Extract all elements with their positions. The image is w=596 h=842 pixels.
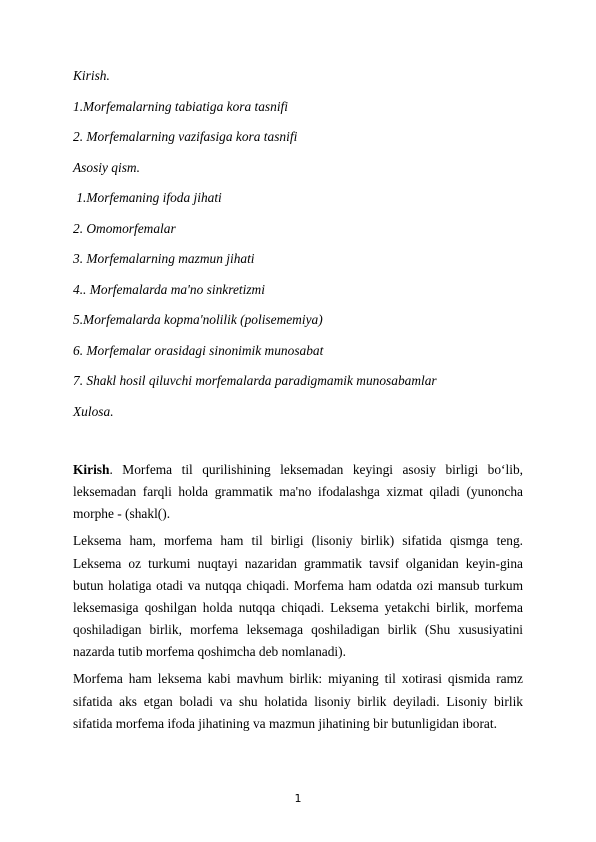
toc-item-intro: Kirish.	[73, 68, 110, 83]
toc-item: 1.Morfemalarning tabiatiga kora tasnifi	[73, 98, 288, 114]
toc-item: 6. Morfemalar orasidagi sinonimik munosabat	[73, 342, 324, 358]
table-of-contents	[73, 68, 533, 434]
toc-item: 3. Morfemalarning mazmun jihati	[73, 251, 255, 266]
toc-item: 2. Morfemalarning vazifasiga kora tasnifi	[73, 129, 298, 144]
intro-paragraph	[73, 459, 523, 526]
toc-item-conclusion: Xulosa.	[73, 403, 114, 419]
toc-item-main-part: Asosiy qism.	[73, 159, 140, 175]
toc-item: 4.. Morfemalarda ma'no sinkretizmi	[73, 281, 265, 297]
toc-item: 7. Shakl hosil qiluvchi morfemalarda paradigmamik munosabamlar	[73, 373, 437, 388]
intro-heading: Kirish	[73, 462, 110, 477]
body-text	[73, 459, 523, 740]
paragraph-abstract-unit: Morfema ham leksema kabi mavhum birlik: miyaning til xotirasi qismida ramz sifatida aks etgan boladi va shu holatida lisoniy birlik deyiladi. Lisoniy birlik sifatida morfema ifoda jihatining va mazmun jihatining bir butunligidan iborat.	[73, 671, 523, 731]
toc-item: 5.Morfemalarda kopma'nolilik (polisememiya)	[73, 312, 323, 327]
toc-item: 2. Omomorfemalar	[73, 220, 176, 236]
paragraph-lexeme-morpheme: Leksema ham, morfema ham til birligi (lisoniy birlik) sifatida qismga teng. Leksema oz turkumi nuqtayi nazaridan grammatik tavsif olganidan keyin-gina butun holatiga otadi va nutqqa chiqadi. Morfema ham odatda ozi mansub turkum leksemasiga qoshilgan holda nutqqa chiqadi. Leksema yetakchi birlik, morfema qoshiladigan birlik, morfema leksemaga qoshiladigan birlik (Shu xususiyatini nazarda tutib morfema qoshimcha deb nomlanadi).	[73, 533, 523, 660]
page-number: 1	[294, 792, 302, 805]
toc-item: 1.Morfemaning ifoda jihati	[73, 190, 222, 205]
intro-text: . Morfema til qurilishining leksemadan keyingi asosiy birligi bo‘lib, leksemadan farqli holda grammatik ma'no ifodalashga xizmat qiladi (yunoncha morphe - (shakl().	[73, 462, 523, 522]
